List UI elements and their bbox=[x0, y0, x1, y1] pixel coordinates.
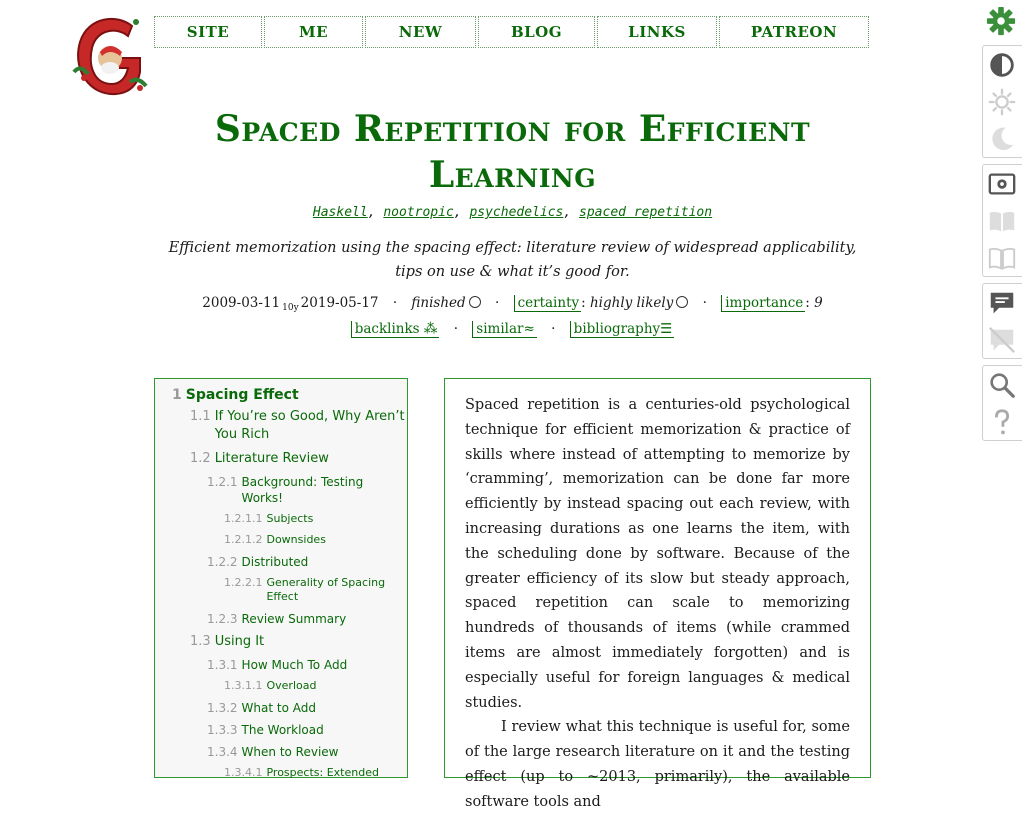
toolbar-toggle[interactable] bbox=[982, 2, 1020, 39]
toc-label: Downsides bbox=[266, 533, 326, 546]
page-metadata: 2009-03-11 $_{10y}$ 2019-05-17 · finished · certainty : highly likely · importance : 9 bbox=[202, 295, 823, 313]
toc-label: Literature Review bbox=[214, 451, 329, 466]
toc-number: 1.3 bbox=[190, 634, 211, 649]
list-icon: ☰ bbox=[660, 321, 673, 337]
toc-label: If You’re so Good, Why Aren’t You Rich bbox=[214, 409, 405, 442]
toc-label: Subjects bbox=[266, 512, 314, 525]
toc-item[interactable] bbox=[155, 576, 407, 604]
article-body bbox=[444, 378, 871, 810]
toc-number: 1.2.1.1 bbox=[224, 512, 263, 525]
toc-item[interactable] bbox=[155, 611, 407, 627]
toc-item[interactable] bbox=[155, 450, 407, 468]
gear-icon bbox=[986, 6, 1016, 36]
toc-item[interactable] bbox=[155, 722, 407, 738]
toc-label: Overload bbox=[266, 679, 317, 692]
dark-theme-button[interactable] bbox=[983, 120, 1021, 157]
toc-number: 1.2 bbox=[190, 451, 211, 466]
toc-label: Generality of Spacing Effect bbox=[266, 576, 386, 603]
toc-label: Background: Testing Works! bbox=[241, 475, 364, 505]
nav-blog[interactable]: BLOG bbox=[478, 16, 595, 48]
toc-label: Using It bbox=[214, 634, 265, 649]
date-duration: 10y bbox=[282, 303, 299, 313]
toc-item[interactable] bbox=[155, 387, 407, 403]
tag-link[interactable]: Haskell bbox=[312, 205, 368, 220]
toc-item[interactable] bbox=[155, 512, 407, 526]
search-button[interactable] bbox=[983, 366, 1021, 403]
toc-label: Distributed bbox=[241, 555, 309, 569]
site-toolbar bbox=[982, 0, 1022, 441]
certainty-link[interactable]: certainty bbox=[514, 295, 582, 312]
reader-mode-icon bbox=[987, 169, 1017, 199]
toc-number: 1.1 bbox=[190, 409, 211, 424]
tag-list: Haskell, nootropic, psychedelics, spaced repetition bbox=[312, 205, 713, 220]
book-icon bbox=[987, 206, 1017, 236]
toc-number: 1.2.2 bbox=[207, 555, 238, 569]
reader-mode-button[interactable] bbox=[983, 165, 1021, 202]
toc-label: When to Review bbox=[241, 745, 339, 759]
date-start: 2009-03-11 bbox=[202, 295, 281, 311]
toc-number: 1.3.1.1 bbox=[224, 679, 263, 692]
toc-item[interactable] bbox=[155, 408, 407, 444]
moon-icon bbox=[987, 124, 1017, 154]
toc-item[interactable] bbox=[155, 679, 407, 693]
similar-link[interactable]: similar≈ bbox=[472, 321, 537, 338]
nav-links[interactable]: LINKS bbox=[597, 16, 717, 48]
tag-link[interactable]: psychedelics bbox=[469, 205, 564, 220]
popups-on-button[interactable] bbox=[983, 284, 1021, 321]
toc-item[interactable] bbox=[155, 766, 407, 780]
auto-theme-button[interactable] bbox=[983, 46, 1021, 83]
toc-item[interactable] bbox=[155, 474, 407, 506]
backlinks-link[interactable]: backlinks ⁂ bbox=[351, 321, 440, 338]
certainty-value: highly likely bbox=[589, 295, 674, 311]
article-paragraph: I review what this technique is useful for, some of the large research literature on it and the testing effect (up to ~2013, primarily), the available software tools and bbox=[465, 719, 850, 810]
toc-number: 1.3.3 bbox=[207, 723, 238, 737]
reader-off-button[interactable] bbox=[983, 239, 1021, 276]
toc-item[interactable] bbox=[155, 554, 407, 570]
toc-label: The Workload bbox=[241, 723, 324, 737]
help-icon bbox=[987, 407, 1017, 437]
nav-me[interactable]: ME bbox=[264, 16, 363, 48]
article-paragraph: Spaced repetition is a centuries-old psychological technique for efficient memorization & practice of skills where instead of attempting to memorize by ‘cramming’, memorization can be done far more efficiently by instead spacing out each review, with increasing durations as one learns the item, with the scheduling done by software. Because of the greater efficiency of its slow but steady approach, spaced repetition can scale to memorizing hundreds of thousands of items (while crammed items are almost immediately forgotten) and is especially useful for foreign languages & medical studies. bbox=[465, 397, 850, 711]
comment-icon bbox=[987, 288, 1017, 318]
popups-off-button[interactable] bbox=[983, 321, 1021, 358]
top-nav bbox=[154, 16, 871, 48]
reader-on-button[interactable] bbox=[983, 202, 1021, 239]
nav-site[interactable]: SITE bbox=[154, 16, 262, 48]
light-theme-button[interactable] bbox=[983, 83, 1021, 120]
toc-label: Review Summary bbox=[241, 612, 347, 626]
contrast-icon bbox=[987, 50, 1017, 80]
toc-label: How Much To Add bbox=[241, 658, 348, 672]
toc-item[interactable] bbox=[155, 700, 407, 716]
help-button[interactable] bbox=[983, 403, 1021, 440]
date-end: 2019-05-17 bbox=[300, 295, 379, 311]
toc-number: 1.2.3 bbox=[207, 612, 238, 626]
nav-patreon[interactable]: PATREON bbox=[719, 16, 869, 48]
open-book-icon bbox=[987, 243, 1017, 273]
status-circle-icon bbox=[469, 296, 481, 308]
toc-number: 1.2.1.2 bbox=[224, 533, 263, 546]
toc-number: 1 bbox=[172, 387, 182, 403]
status-text: finished bbox=[411, 295, 466, 311]
misc-group bbox=[982, 365, 1022, 441]
logo-g-icon bbox=[70, 12, 150, 100]
theme-group bbox=[982, 45, 1022, 158]
toc-item[interactable] bbox=[155, 657, 407, 673]
search-icon bbox=[987, 370, 1017, 400]
popups-group bbox=[982, 283, 1022, 359]
table-of-contents bbox=[154, 378, 408, 778]
tag-link[interactable]: spaced repetition bbox=[579, 205, 713, 220]
toc-number: 1.2.2.1 bbox=[224, 576, 263, 589]
toc-label: Spacing Effect bbox=[185, 387, 299, 403]
toc-number: 1.3.2 bbox=[207, 701, 238, 715]
toc-label: What to Add bbox=[241, 701, 316, 715]
toc-number: 1.3.4.1 bbox=[224, 766, 263, 779]
toc-number: 1.2.1 bbox=[207, 475, 238, 489]
page-title: Spaced Repetition for Efficient Learning bbox=[214, 108, 811, 197]
toc-item[interactable] bbox=[155, 533, 407, 547]
toc-item[interactable] bbox=[155, 633, 407, 651]
reader-group bbox=[982, 164, 1022, 277]
site-logo[interactable] bbox=[70, 12, 150, 100]
tag-link[interactable]: nootropic bbox=[383, 205, 454, 220]
toc-number: 1.3.4 bbox=[207, 745, 238, 759]
page-links-bar: backlinks ⁂ · similar≈ · bibliography☰ bbox=[150, 321, 875, 337]
importance-link[interactable]: importance bbox=[721, 295, 805, 312]
nav-new[interactable]: NEW bbox=[365, 16, 476, 48]
similar-icon: ≈ bbox=[523, 321, 535, 337]
sun-icon bbox=[987, 87, 1017, 117]
certainty-circle-icon bbox=[676, 296, 688, 308]
comment-off-icon bbox=[987, 325, 1017, 355]
page-description: Efficient memorization using the spacing effect: literature review of widespread applicability, tips on use & what it’s good for. bbox=[168, 240, 857, 280]
toc-label: Prospects: Extended bbox=[266, 766, 379, 779]
toc-number: 1.3.1 bbox=[207, 658, 238, 672]
importance-value: 9 bbox=[814, 295, 823, 311]
backlinks-icon: ⁂ bbox=[423, 321, 438, 337]
bibliography-link[interactable]: bibliography☰ bbox=[570, 321, 675, 338]
toc-item[interactable] bbox=[155, 744, 407, 760]
